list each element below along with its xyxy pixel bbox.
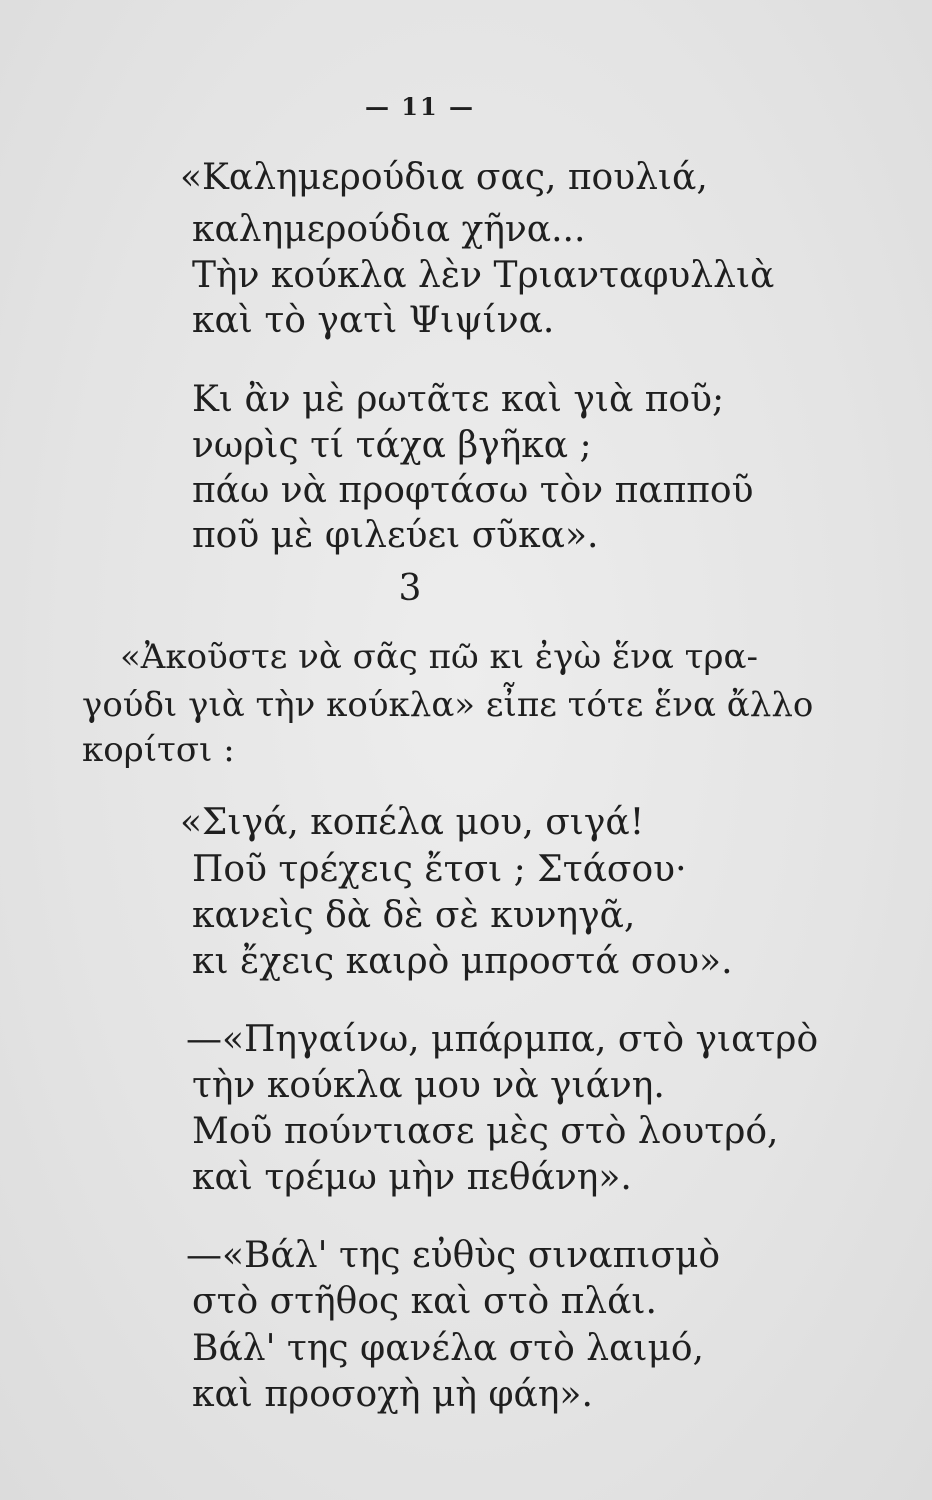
stanza-4-line-2: τὴν κούκλα μου νὰ γιάνη. <box>192 1065 665 1106</box>
stanza-1-line-1: «Καλημερούδια σας, πουλιά, <box>180 157 708 198</box>
stanza-4-line-4: καὶ τρέμω μὴν πεθάνη». <box>192 1157 632 1198</box>
stanza-5-line-2: στὸ στῆθος καὶ στὸ πλάι. <box>192 1281 657 1322</box>
stanza-5-line-1: —«Βάλ' της εὐθὺς σιναπισμὸ <box>186 1235 721 1276</box>
stanza-2-line-2: νωρὶς τί τάχα βγῆκα ; <box>192 425 592 466</box>
stanza-3-line-3: κανεὶς δὰ δὲ σὲ κυνηγᾶ, <box>192 895 636 936</box>
stanza-2-line-4: ποῦ μὲ φιλεύει σῦκα». <box>192 515 599 556</box>
stanza-3-line-4: κι ἔχεις καιρὸ μπροστά σου». <box>192 941 733 982</box>
section-number: 3 <box>398 568 422 609</box>
stanza-5-line-4: καὶ προσοχὴ μὴ φάη». <box>192 1374 593 1415</box>
stanza-2-line-3: πάω νὰ προφτάσω τὸν παπποῦ <box>192 470 754 511</box>
stanza-5-line-3: Βάλ' της φανέλα στὸ λαιμό, <box>192 1328 704 1369</box>
stanza-4-line-3: Μοῦ πούντιασε μὲς στὸ λουτρό, <box>192 1111 779 1152</box>
stanza-3-line-1: «Σιγά, κοπέλα μου, σιγά! <box>180 802 645 843</box>
stanza-1-line-3: Τὴν κούκλα λὲν Τριανταφυλλιὰ <box>192 255 775 296</box>
stanza-1-line-4: καὶ τὸ γατὶ Ψιψίνα. <box>192 300 555 341</box>
prose-line-2: γούδι γιὰ τὴν κούκλα» εἶπε τότε ἕνα ἄλλο <box>82 685 814 725</box>
stanza-2-line-1: Κι ἂν μὲ ρωτᾶτε καὶ γιὰ ποῦ; <box>192 379 725 420</box>
stanza-3-line-2: Ποῦ τρέχεις ἔτσι ; Στάσου· <box>192 849 687 890</box>
stanza-4-line-1: —«Πηγαίνω, μπάρμπα, στὸ γιατρὸ <box>186 1019 819 1060</box>
prose-line-3: κορίτσι : <box>82 730 235 770</box>
stanza-1-line-2: καλημερούδια χῆνα... <box>192 209 586 250</box>
prose-line-1: «Ἀκοῦστε νὰ σᾶς πῶ κι ἐγὼ ἕνα τρα- <box>120 637 758 677</box>
page-number: — 11 — <box>364 92 476 121</box>
